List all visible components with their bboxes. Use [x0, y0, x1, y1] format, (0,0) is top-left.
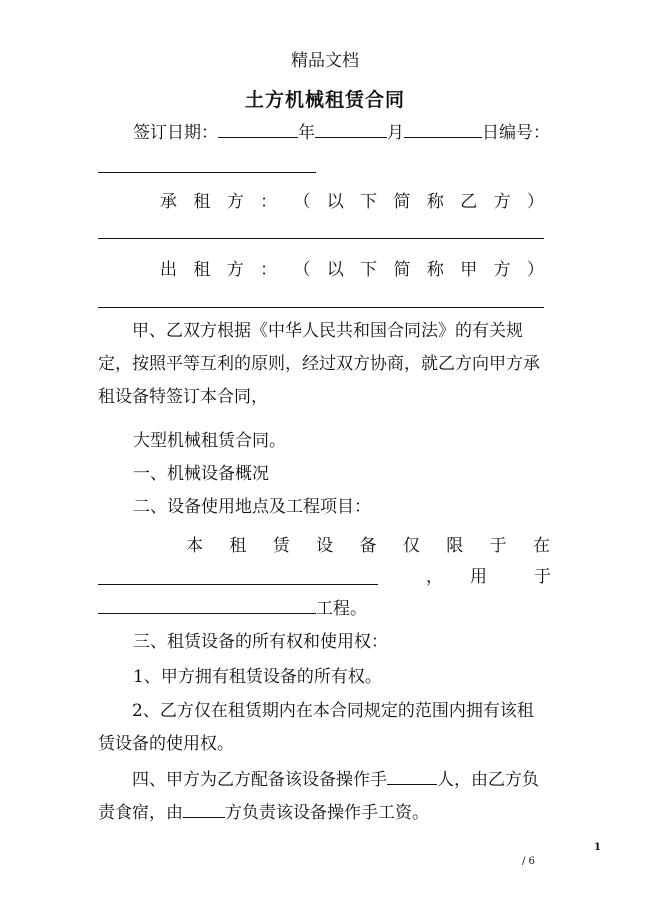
- section-1-heading: 一、机械设备概况: [133, 464, 269, 484]
- lessor-char: 方: [226, 260, 244, 280]
- project-line: [98, 594, 367, 624]
- sec4-part-b: 人，由乙方负责食宿，由: [98, 770, 539, 823]
- section-4-paragraph: [98, 764, 550, 830]
- contract-subtitle: 大型机械租赁合同。: [133, 431, 286, 451]
- lessee-char: 以: [326, 192, 344, 212]
- lessor-char: 下: [360, 260, 378, 280]
- wage-party-blank: [183, 799, 225, 818]
- lessee-name-blank: [98, 238, 544, 239]
- sec2-char: 设: [316, 536, 334, 556]
- month-label: 月: [387, 123, 404, 143]
- lessor-char: ）: [526, 260, 544, 280]
- section-2-heading: 二、设备使用地点及工程项目：: [133, 497, 371, 517]
- lessee-char: 方: [493, 192, 511, 212]
- lessee-char: 乙: [460, 192, 478, 212]
- lessor-char: 出: [160, 260, 177, 280]
- lessor-char: 租: [193, 260, 211, 280]
- sec2-char: 备: [359, 536, 377, 556]
- lessee-char: （: [293, 192, 311, 212]
- month-blank: [315, 119, 387, 138]
- sec2-char: 赁: [272, 536, 290, 556]
- sec2-char: 租: [229, 536, 247, 556]
- lessor-char: 方: [493, 260, 511, 280]
- lessee-line: [160, 187, 544, 212]
- year-blank: [218, 119, 298, 138]
- operator-count-blank: [387, 766, 437, 785]
- lessee-char: 方: [226, 192, 244, 212]
- lessee-char: 下: [360, 192, 378, 212]
- section-2-location-line: [186, 531, 550, 556]
- lessor-name-blank: [98, 307, 544, 308]
- lessor-char: ：: [260, 260, 278, 280]
- sign-date-line: [133, 118, 550, 148]
- location-comma: ，: [426, 567, 443, 587]
- lessee-char: ）: [526, 192, 544, 212]
- lessee-char: 租: [193, 192, 211, 212]
- page-fraction: / 6: [522, 856, 535, 867]
- page-number: 1: [594, 842, 601, 853]
- sec2-char: 本: [186, 536, 203, 556]
- sec2-char: 限: [446, 536, 464, 556]
- section-3-item-1: 1、甲方拥有租赁设备的所有权。: [133, 667, 382, 687]
- lessor-char: 甲: [460, 260, 478, 280]
- use-for-char-2: 于: [534, 567, 551, 587]
- sign-date-label: 签订日期：: [133, 123, 218, 143]
- lessee-char: 承: [160, 192, 177, 212]
- project-label: 工程。: [316, 599, 367, 619]
- lessor-char: 以: [326, 260, 344, 280]
- day-number-label: 日编号：: [482, 123, 550, 143]
- day-blank: [404, 119, 482, 138]
- sec4-part-a: 四、甲方为乙方配备该设备操作手: [132, 770, 387, 790]
- lessee-char: 简: [393, 192, 411, 212]
- intro-paragraph: 甲、乙双方根据《中华人民共和国合同法》的有关规定，按照平等互利的原则，经过双方协商，就乙方向甲方承租设备特签订本合同，: [98, 321, 540, 407]
- lessee-char: 称: [426, 192, 444, 212]
- lessor-char: （: [293, 260, 311, 280]
- section-3-item-2: 2、乙方仅在租赁期内在本合同规定的范围内拥有该租赁设备的使用权。: [98, 701, 534, 754]
- contract-number-blank: [98, 172, 316, 173]
- location-blank: [98, 584, 378, 585]
- sec4-part-c: 方负责该设备操作手工资。: [225, 803, 429, 823]
- sec2-char: 在: [533, 536, 550, 556]
- section-3-heading: 三、租赁设备的所有权和使用权：: [133, 632, 388, 652]
- year-label: 年: [298, 123, 315, 143]
- lessee-char: ：: [260, 192, 278, 212]
- page-header: 精品文档: [291, 51, 359, 71]
- sec2-char: 仅: [402, 536, 420, 556]
- lessor-line: [160, 255, 544, 280]
- project-blank: [98, 595, 316, 614]
- sec2-char: 于: [489, 536, 507, 556]
- use-for-char-1: 用: [470, 567, 487, 587]
- lessor-char: 简: [393, 260, 411, 280]
- document-title: 土方机械租赁合同: [244, 89, 405, 111]
- lessor-char: 称: [426, 260, 444, 280]
